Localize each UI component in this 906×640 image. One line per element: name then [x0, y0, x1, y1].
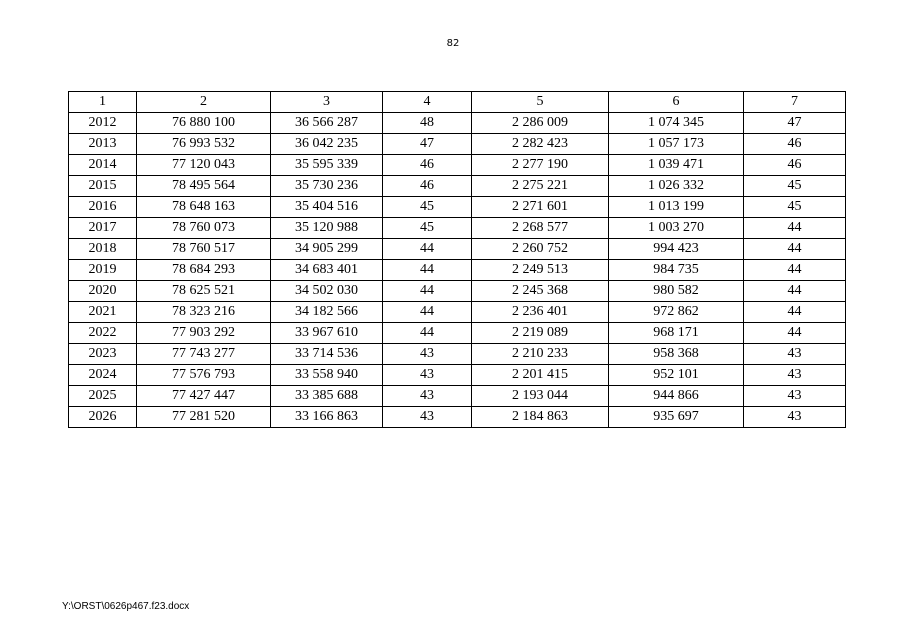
- table-cell: 2 193 044: [472, 386, 609, 407]
- table-cell: 43: [383, 365, 472, 386]
- year-cell: 2013: [69, 134, 137, 155]
- table-cell: 35 730 236: [271, 176, 383, 197]
- table-cell: 47: [383, 134, 472, 155]
- table-cell: 33 558 940: [271, 365, 383, 386]
- year-cell: 2015: [69, 176, 137, 197]
- year-cell: 2021: [69, 302, 137, 323]
- table-cell: 77 903 292: [137, 323, 271, 344]
- table-cell: 44: [744, 260, 846, 281]
- table-row: [69, 344, 846, 365]
- year-cell: 2018: [69, 239, 137, 260]
- table-cell: 2 236 401: [472, 302, 609, 323]
- year-cell: 2017: [69, 218, 137, 239]
- table-cell: 43: [383, 407, 472, 428]
- table-cell: 77 281 520: [137, 407, 271, 428]
- table-cell: 44: [744, 323, 846, 344]
- column-header: 7: [744, 92, 846, 113]
- table-row: [69, 134, 846, 155]
- table-cell: 47: [744, 113, 846, 134]
- year-cell: 2024: [69, 365, 137, 386]
- column-header: 5: [472, 92, 609, 113]
- table-cell: 44: [744, 281, 846, 302]
- table-cell: 77 120 043: [137, 155, 271, 176]
- table-cell: 1 057 173: [609, 134, 744, 155]
- table-cell: 2 282 423: [472, 134, 609, 155]
- year-cell: 2022: [69, 323, 137, 344]
- table-cell: 994 423: [609, 239, 744, 260]
- table-cell: 78 648 163: [137, 197, 271, 218]
- table-cell: 43: [744, 344, 846, 365]
- table-cell: 43: [744, 365, 846, 386]
- table-cell: 984 735: [609, 260, 744, 281]
- table-cell: 45: [744, 176, 846, 197]
- year-cell: 2025: [69, 386, 137, 407]
- table-cell: 76 880 100: [137, 113, 271, 134]
- table-row: [69, 113, 846, 134]
- table-cell: 45: [383, 197, 472, 218]
- table-cell: 2 271 601: [472, 197, 609, 218]
- table-cell: 44: [744, 239, 846, 260]
- table-cell: 78 760 517: [137, 239, 271, 260]
- table-row: [69, 386, 846, 407]
- table-cell: 2 245 368: [472, 281, 609, 302]
- year-cell: 2023: [69, 344, 137, 365]
- table-cell: 76 993 532: [137, 134, 271, 155]
- table-row: [69, 197, 846, 218]
- table-row: [69, 260, 846, 281]
- table-row: [69, 323, 846, 344]
- table-cell: 43: [744, 386, 846, 407]
- column-header: 6: [609, 92, 744, 113]
- column-header: 3: [271, 92, 383, 113]
- table-cell: 1 039 471: [609, 155, 744, 176]
- year-cell: 2012: [69, 113, 137, 134]
- table-row: [69, 302, 846, 323]
- table-cell: 1 013 199: [609, 197, 744, 218]
- table-cell: 78 625 521: [137, 281, 271, 302]
- table-row: [69, 365, 846, 386]
- header-row: [69, 92, 846, 113]
- table-cell: 43: [383, 386, 472, 407]
- table-cell: 36 566 287: [271, 113, 383, 134]
- table-cell: 78 760 073: [137, 218, 271, 239]
- table-cell: 44: [383, 302, 472, 323]
- table-cell: 968 171: [609, 323, 744, 344]
- table-cell: 958 368: [609, 344, 744, 365]
- table-cell: 2 275 221: [472, 176, 609, 197]
- table-cell: 36 042 235: [271, 134, 383, 155]
- table-cell: 77 743 277: [137, 344, 271, 365]
- table-cell: 944 866: [609, 386, 744, 407]
- table-cell: 35 120 988: [271, 218, 383, 239]
- table-cell: 78 495 564: [137, 176, 271, 197]
- table-row: [69, 281, 846, 302]
- table-cell: 43: [383, 344, 472, 365]
- table-cell: 935 697: [609, 407, 744, 428]
- table-cell: 46: [383, 155, 472, 176]
- column-header: 4: [383, 92, 472, 113]
- column-header: 1: [69, 92, 137, 113]
- table-cell: 44: [383, 323, 472, 344]
- table-cell: 46: [744, 155, 846, 176]
- table-cell: 33 166 863: [271, 407, 383, 428]
- table-cell: 78 684 293: [137, 260, 271, 281]
- table-cell: 2 268 577: [472, 218, 609, 239]
- table-cell: 2 286 009: [472, 113, 609, 134]
- table-cell: 44: [744, 302, 846, 323]
- table-cell: 33 714 536: [271, 344, 383, 365]
- table-cell: 46: [744, 134, 846, 155]
- table-row: [69, 239, 846, 260]
- table-cell: 2 260 752: [472, 239, 609, 260]
- table-cell: 34 905 299: [271, 239, 383, 260]
- table-cell: 48: [383, 113, 472, 134]
- table-cell: 2 184 863: [472, 407, 609, 428]
- table-row: [69, 176, 846, 197]
- table-cell: 45: [744, 197, 846, 218]
- column-header: 2: [137, 92, 271, 113]
- table-cell: 34 502 030: [271, 281, 383, 302]
- table-row: [69, 155, 846, 176]
- page-number: 82: [446, 38, 460, 49]
- table-cell: 46: [383, 176, 472, 197]
- table-cell: 34 683 401: [271, 260, 383, 281]
- year-cell: 2020: [69, 281, 137, 302]
- table-row: [69, 218, 846, 239]
- year-cell: 2026: [69, 407, 137, 428]
- table-cell: 33 967 610: [271, 323, 383, 344]
- table-cell: 1 003 270: [609, 218, 744, 239]
- table-cell: 33 385 688: [271, 386, 383, 407]
- table-cell: 34 182 566: [271, 302, 383, 323]
- table-cell: 44: [744, 218, 846, 239]
- table-cell: 2 219 089: [472, 323, 609, 344]
- table-cell: 44: [383, 260, 472, 281]
- year-cell: 2019: [69, 260, 137, 281]
- data-table: [68, 91, 846, 428]
- table-cell: 972 862: [609, 302, 744, 323]
- table-cell: 1 074 345: [609, 113, 744, 134]
- table-cell: 2 210 233: [472, 344, 609, 365]
- year-cell: 2016: [69, 197, 137, 218]
- table-cell: 35 404 516: [271, 197, 383, 218]
- table-cell: 1 026 332: [609, 176, 744, 197]
- year-cell: 2014: [69, 155, 137, 176]
- table-cell: 2 249 513: [472, 260, 609, 281]
- table-cell: 43: [744, 407, 846, 428]
- file-path-footer: Y:\ORST\0626p467.f23.docx: [62, 601, 190, 612]
- table-row: [69, 407, 846, 428]
- table-cell: 77 427 447: [137, 386, 271, 407]
- table-cell: 952 101: [609, 365, 744, 386]
- table-body: [69, 113, 846, 428]
- table-cell: 2 201 415: [472, 365, 609, 386]
- table-cell: 78 323 216: [137, 302, 271, 323]
- table-cell: 35 595 339: [271, 155, 383, 176]
- table-cell: 980 582: [609, 281, 744, 302]
- table-cell: 77 576 793: [137, 365, 271, 386]
- table-cell: 44: [383, 239, 472, 260]
- table-cell: 44: [383, 281, 472, 302]
- table-cell: 45: [383, 218, 472, 239]
- table-cell: 2 277 190: [472, 155, 609, 176]
